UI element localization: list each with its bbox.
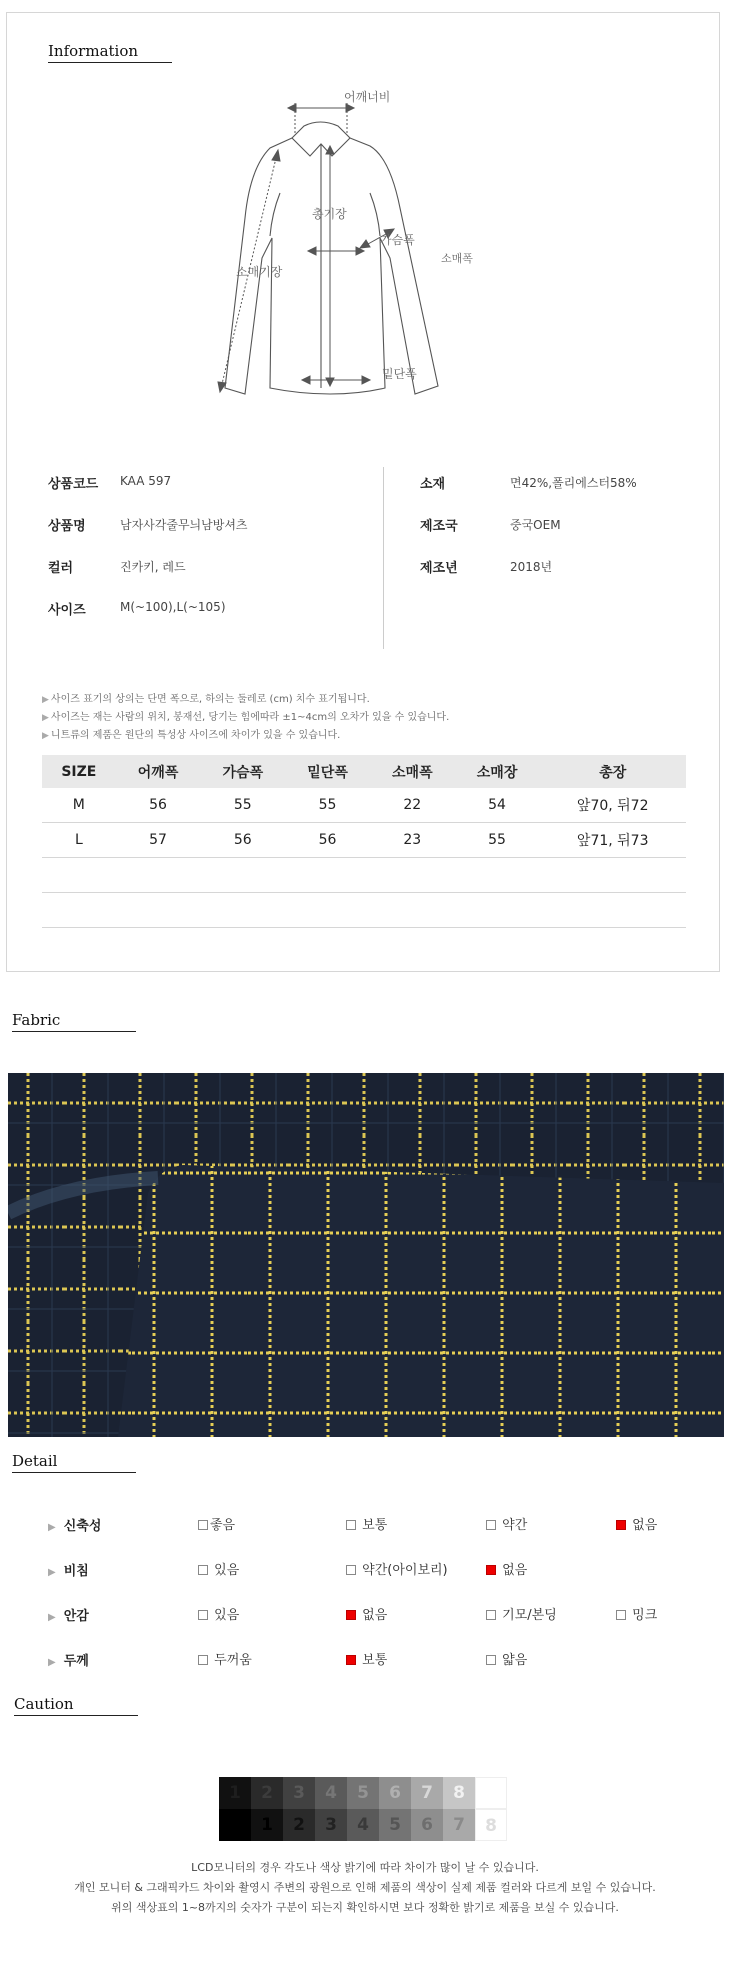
swatch-top-3: 3: [283, 1777, 315, 1809]
detail-label-thickness: ▶ 두께: [48, 1654, 89, 1669]
checkbox-icon: [486, 1655, 496, 1665]
detail-label-sheer: ▶ 비침: [48, 1564, 89, 1579]
option-sheer-none[interactable]: 없음: [486, 1559, 527, 1578]
option-thickness-normal[interactable]: 보통: [346, 1649, 387, 1668]
option-sheer-yes[interactable]: 있음: [198, 1559, 239, 1578]
option-stretch-none[interactable]: 없음: [616, 1514, 657, 1533]
table-cell: M: [42, 788, 116, 823]
size-table: [42, 755, 686, 928]
size-header: 가슴폭: [200, 755, 285, 788]
swatch-bottom-2: 2: [283, 1809, 315, 1841]
checkbox-icon: [346, 1565, 356, 1575]
table-row-empty: [42, 858, 686, 893]
swatch-top-6: 6: [379, 1777, 411, 1809]
checkbox-icon: [486, 1520, 496, 1530]
marker-icon: ▶: [48, 1567, 56, 1578]
table-cell: 55: [455, 823, 540, 858]
table-row: [42, 788, 686, 823]
note-marker-icon: ▶: [42, 713, 49, 723]
spec-label-code: 상품코드: [48, 477, 99, 492]
spec-value-country: 중국OEM: [510, 518, 561, 532]
checkbox-icon: [198, 1610, 208, 1620]
swatch-bottom-0: [219, 1809, 251, 1841]
caution-line-3: 위의 색상표의 1~8까지의 숫자가 구분이 되는지 확인하시면 보다 정확한 밝기로 제품을 보실 수 있습니다.: [111, 1901, 619, 1914]
caution-line-2: 개인 모니터 & 그래픽카드 차이와 촬영시 주변의 광원으로 인해 제품의 색상이 실제 제품 컬러와 다르게 보일 수 있습니다.: [74, 1881, 656, 1894]
size-note: ▶ 사이즈는 재는 사람의 위치, 봉재선, 당기는 힘에따라 ±1~4cm의 오차가 있을 수 있습니다.: [42, 712, 450, 723]
spec-divider: [383, 467, 384, 649]
table-cell: 56: [285, 823, 370, 858]
caution-title: Caution: [14, 1695, 138, 1716]
size-note: ▶ 사이즈 표기의 상의는 단면 폭으로, 하의는 둘레로 (cm) 치수 표기됩니다.: [42, 694, 370, 705]
caution-line-1: LCD모니터의 경우 각도나 색상 밝기에 따라 차이가 많이 날 수 있습니다.: [191, 1861, 539, 1874]
note-marker-icon: ▶: [42, 695, 49, 705]
size-header: 소매장: [455, 755, 540, 788]
option-stretch-slight[interactable]: 약간: [486, 1514, 527, 1533]
swatch-top-2: 2: [251, 1777, 283, 1809]
option-lining-brushed[interactable]: 기모/본딩: [486, 1604, 557, 1623]
table-cell: L: [42, 823, 116, 858]
checkbox-checked-icon: [346, 1610, 356, 1620]
table-cell: 57: [116, 823, 201, 858]
table-cell: 55: [200, 788, 285, 823]
swatch-top-5: 5: [347, 1777, 379, 1809]
table-cell: 앞70, 뒤72: [539, 788, 686, 823]
spec-label-name: 상품명: [48, 519, 86, 534]
spec-value-material: 면42%,폴리에스터58%: [510, 476, 637, 490]
table-cell: 22: [370, 788, 455, 823]
chest-label: 가슴폭: [380, 233, 415, 247]
checkbox-icon: [198, 1520, 208, 1530]
note-marker-icon: ▶: [42, 731, 49, 741]
spec-label-country: 제조국: [420, 519, 458, 534]
fabric-check-pattern: [8, 1073, 724, 1437]
table-cell: 56: [200, 823, 285, 858]
detail-label-lining: ▶ 안감: [48, 1609, 89, 1624]
table-cell: 앞71, 뒤73: [539, 823, 686, 858]
table-row-empty: [42, 893, 686, 928]
spec-label-material: 소재: [420, 477, 446, 492]
marker-icon: ▶: [48, 1522, 56, 1533]
sleeve-width-label: 소매폭: [441, 252, 473, 265]
swatch-top-4: 4: [315, 1777, 347, 1809]
checkbox-icon: [198, 1655, 208, 1665]
table-cell: 56: [116, 788, 201, 823]
table-row: [42, 823, 686, 858]
swatch-top-1: 1: [219, 1777, 251, 1809]
size-note: ▶ 니트류의 제품은 원단의 특성상 사이즈에 차이가 있을 수 있습니다.: [42, 730, 341, 741]
spec-value-name: 남자사각줄무늬남방셔츠: [120, 518, 248, 532]
checkbox-icon: [346, 1520, 356, 1530]
option-lining-none[interactable]: 없음: [346, 1604, 387, 1623]
swatch-bottom-4: 4: [347, 1809, 379, 1841]
marker-icon: ▶: [48, 1657, 56, 1668]
fabric-title: Fabric: [12, 1011, 136, 1032]
table-cell: 54: [455, 788, 540, 823]
option-thickness-thick[interactable]: 두꺼움: [198, 1649, 252, 1668]
detail-label-stretch: ▶ 신축성: [48, 1519, 102, 1534]
shoulder-label: 어깨너비: [344, 90, 391, 104]
swatch-bottom-6: 6: [411, 1809, 443, 1841]
swatch-top-8: 8: [443, 1777, 475, 1809]
size-header: 소매폭: [370, 755, 455, 788]
spec-label-color: 컬러: [48, 561, 74, 576]
hem-label: 밑단폭: [382, 367, 417, 381]
detail-title: Detail: [12, 1452, 136, 1473]
option-stretch-normal[interactable]: 보통: [346, 1514, 387, 1533]
swatch-bottom-1: 1: [251, 1809, 283, 1841]
option-lining-yes[interactable]: 있음: [198, 1604, 239, 1623]
spec-label-year: 제조년: [420, 561, 458, 576]
marker-icon: ▶: [48, 1612, 56, 1623]
brightness-color-chart: [219, 1777, 507, 1841]
spec-label-size: 사이즈: [48, 603, 86, 618]
option-stretch-good[interactable]: 좋음: [198, 1514, 235, 1533]
option-thickness-thin[interactable]: 얇음: [486, 1649, 527, 1668]
swatch-top-7: 7: [411, 1777, 443, 1809]
spec-value-size: M(~100),L(~105): [120, 600, 226, 614]
size-header: 어깨폭: [116, 755, 201, 788]
fabric-photo: [8, 1073, 724, 1437]
swatch-bottom-7: 7: [443, 1809, 475, 1841]
length-label: 총기장: [312, 207, 347, 221]
swatch-bottom-3: 3: [315, 1809, 347, 1841]
checkbox-icon: [486, 1610, 496, 1620]
swatch-bottom-5: 5: [379, 1809, 411, 1841]
table-cell: 55: [285, 788, 370, 823]
option-lining-mink[interactable]: 밍크: [616, 1604, 657, 1623]
size-header: SIZE: [42, 755, 116, 788]
size-header: 총장: [539, 755, 686, 788]
swatch-bottom-8: 8: [475, 1809, 507, 1841]
checkbox-checked-icon: [616, 1520, 626, 1530]
sleeve-length-label: 소매기장: [236, 265, 283, 279]
spec-value-year: 2018년: [510, 560, 553, 574]
spec-value-code: KAA 597: [120, 474, 172, 488]
information-title: Information: [48, 42, 172, 63]
checkbox-checked-icon: [486, 1565, 496, 1575]
size-header: 밑단폭: [285, 755, 370, 788]
checkbox-icon: [616, 1610, 626, 1620]
swatch-top-9: [475, 1777, 507, 1809]
checkbox-icon: [198, 1565, 208, 1575]
checkbox-checked-icon: [346, 1655, 356, 1665]
table-cell: 23: [370, 823, 455, 858]
size-table-header: [42, 755, 686, 788]
spec-value-color: 진카키, 레드: [120, 560, 186, 574]
option-sheer-slight[interactable]: 약간(아이보리): [346, 1559, 448, 1578]
